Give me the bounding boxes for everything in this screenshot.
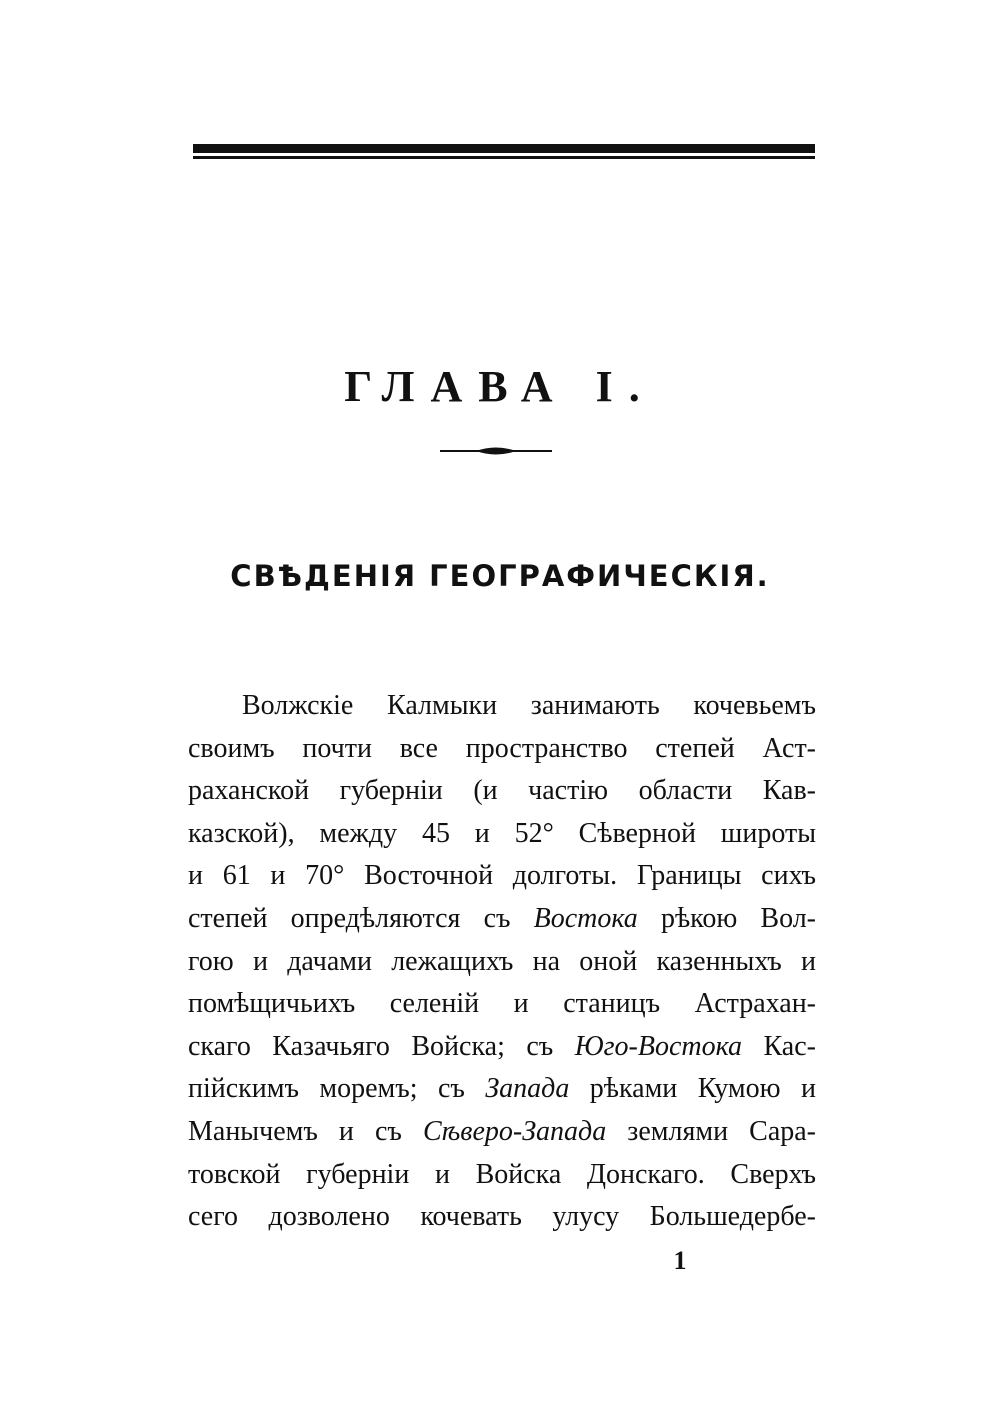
italic-term: Запада <box>485 1073 570 1105</box>
text-line: степей опредѣляются съ Востока рѣкою Вол- <box>188 902 817 934</box>
text-line: гою и дачами лежащихъ на оной казенныхъ и <box>188 945 816 977</box>
text-line: казской), между 45 и 52° Сѣверной широты <box>188 817 816 849</box>
body-text <box>188 685 816 1239</box>
top-double-rule <box>193 144 815 160</box>
top-rule-thick <box>193 144 815 153</box>
ornament-divider-icon <box>440 444 552 458</box>
italic-term: Востока <box>533 902 638 934</box>
text-line: своимъ почти все пространство степей Аст- <box>188 732 816 764</box>
text-line: пійскимъ моремъ; съ Запада рѣками Кумою и <box>188 1073 816 1105</box>
top-rule-thin <box>193 156 815 159</box>
italic-term: Сѣверо-Запада <box>422 1115 607 1147</box>
text-line: помѣщичьихъ селеній и станицъ Астрахан- <box>188 988 816 1020</box>
text-line: товской губерніи и Войска Донскаго. Сверхъ <box>188 1158 816 1190</box>
text-line: скаго Казачьяго Войска; съ Юго-Востока Кас- <box>188 1030 816 1062</box>
chapter-title: ГЛАВА I. <box>344 362 656 411</box>
text-line: и 61 и 70° Восточной долготы. Границы сихъ <box>188 860 816 892</box>
italic-term: Юго-Востока <box>574 1030 743 1062</box>
text-line: Манычемъ и съ Сѣверо-Запада землями Сара- <box>188 1115 816 1147</box>
text-line: сего дозволено кочевать улусу Большедербе- <box>188 1201 816 1233</box>
section-heading: СВѢДЕНІЯ ГЕОГРАФИЧЕСКІЯ. <box>230 559 770 593</box>
text-line: Волжскіе Калмыки занимають кочевьемъ <box>242 690 816 721</box>
text-line: раханской губерніи (и частію области Кав- <box>188 775 816 807</box>
page-number: 1 <box>673 1246 687 1275</box>
